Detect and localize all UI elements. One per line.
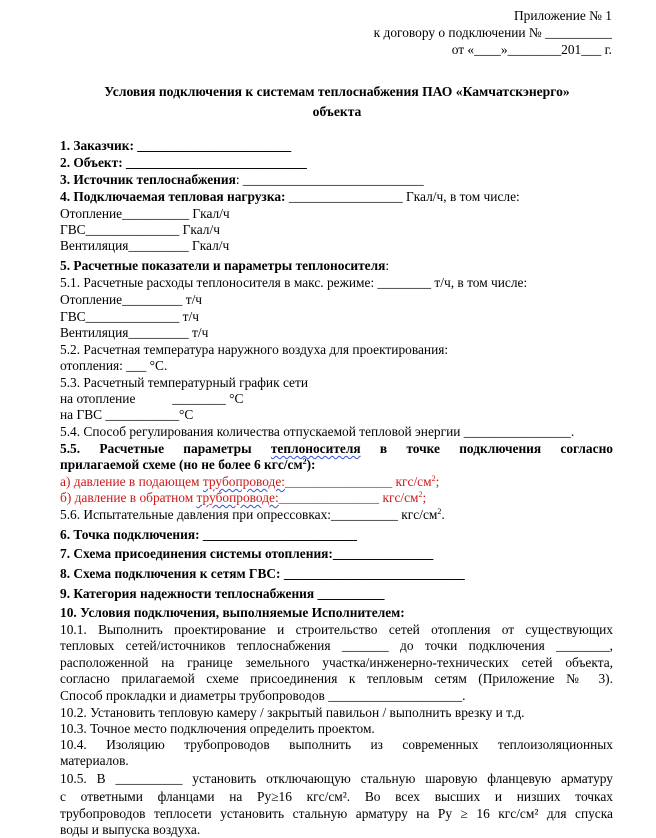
flow-ventilation: Вентиляция_________ т/ч bbox=[60, 325, 209, 340]
flow-heating: Отопление_________ т/ч bbox=[60, 292, 203, 307]
coolant-flow-rates: 5.1. Расчетные расходы теплоносителя в макс. режиме: ________ т/ч, в том числе: bbox=[60, 275, 528, 290]
supply-pressure: а) давление в подающем трубопроводе:________________ кгс/$см^2$; bbox=[60, 474, 440, 489]
contract-date: от «____»________201___ г. bbox=[451, 42, 612, 57]
condition-10-5-line2: с ответными фланцами на Ру≥16 кгс/см². Во всех высших и низших точках bbox=[60, 789, 613, 804]
load-ventilation: Вентиляция_________ Гкал/ч bbox=[60, 238, 230, 253]
test-pressure: 5.6. Испытательные давления при опрессовках:__________ кгс/$см^2$. bbox=[60, 507, 445, 522]
condition-10-3: 10.3. Точное место подключения определить проектом. bbox=[60, 721, 375, 736]
return-pressure: б) давление в обратном трубопроводе:_______________ кгс/$см^2$; bbox=[60, 490, 427, 505]
appendix-number: Приложение № 1 bbox=[513, 8, 612, 23]
regulation-method: 5.4. Способ регулирования количества отпускаемой тепловой энергии ________________. bbox=[60, 424, 575, 439]
contract-number: к договору о подключении № __________ bbox=[373, 25, 612, 40]
section-object: 2. Объект: ___________________________ bbox=[60, 155, 307, 170]
flow-hot-water: ГВС______________ т/ч bbox=[60, 309, 199, 324]
section-heat-source: 3. Источник теплоснабжения: ___________________________ bbox=[60, 172, 424, 187]
document-title-object: объекта bbox=[312, 104, 362, 119]
condition-10-1-line2: тепловых сетей/источников теплоснабжения _______ до точки подключения ________, bbox=[60, 638, 613, 653]
condition-10-4-line2: материалов. bbox=[60, 753, 129, 768]
condition-10-1-line5: Способ прокладки и диаметры трубопроводов ____________________. bbox=[60, 688, 466, 703]
load-heating: Отопление__________ Гкал/ч bbox=[60, 206, 230, 221]
document-title: Условия подключения к системам теплоснабжения ПАО «Камчатскэнерго» bbox=[104, 84, 570, 99]
condition-10-4-line1: 10.4. Изоляцию трубопроводов выполнить из современных теплоизоляционных bbox=[60, 737, 613, 752]
condition-10-1-line3: расположенной на границе земельного участка/инженерно-технических сетей объекта, bbox=[60, 655, 613, 670]
section-customer: 1. Заказчик: _______________________ bbox=[60, 138, 292, 153]
connection-point-params-cont: прилагаемой схеме (но не более 6 кгс/$см^2$): bbox=[60, 457, 316, 472]
condition-10-5-line4: воды и выпуска воздуха. bbox=[60, 822, 201, 837]
section-hot-water-scheme: 8. Схема подключения к сетям ГВС: ___________________________ bbox=[60, 566, 465, 581]
section-connection-point: 6. Точка подключения: _______________________ bbox=[60, 527, 357, 542]
connection-point-params: 5.5. Расчетные параметры теплоносителя в точке подключения согласно bbox=[60, 441, 613, 456]
schedule-heating: на отопление ________ °С bbox=[60, 391, 244, 406]
outdoor-temperature-heating: отопления: ___ °С. bbox=[60, 358, 168, 373]
condition-10-5-line1: 10.5. В __________ установить отключающую стальную шаровую фланцевую арматуру bbox=[60, 771, 613, 786]
load-hot-water: ГВС______________ Гкал/ч bbox=[60, 222, 220, 237]
condition-10-1-line4: согласно прилагаемой схеме присоединения к тепловым сетям (Приложение № 3). bbox=[60, 671, 613, 686]
schedule-hot-water: на ГВС ___________°С bbox=[60, 407, 194, 422]
temperature-schedule: 5.3. Расчетный температурный график сети bbox=[60, 375, 309, 390]
condition-10-2: 10.2. Установить тепловую камеру / закрытый павильон / выполнить врезку и т.д. bbox=[60, 705, 525, 720]
section-contractor-conditions: 10. Условия подключения, выполняемые Исполнителем: bbox=[60, 605, 405, 620]
section-reliability-category: 9. Категория надежности теплоснабжения __________ bbox=[60, 586, 385, 601]
condition-10-1-line1: 10.1. Выполнить проектирование и строительство сетей отопления от существующих bbox=[60, 622, 613, 637]
condition-10-5-line3: трубопроводов теплосети установить стальную арматуру на Ру ≥ 16 кгс/см² для спуска bbox=[60, 806, 613, 821]
section-heat-load: 4. Подключаемая тепловая нагрузка: _________________ Гкал/ч, в том числе: bbox=[60, 189, 520, 204]
section-heating-scheme: 7. Схема присоединения системы отопления:_______________ bbox=[60, 546, 434, 561]
outdoor-temperature: 5.2. Расчетная температура наружного воздуха для проектирования: bbox=[60, 342, 449, 357]
section-coolant-params: 5. Расчетные показатели и параметры теплоносителя: bbox=[60, 258, 390, 273]
